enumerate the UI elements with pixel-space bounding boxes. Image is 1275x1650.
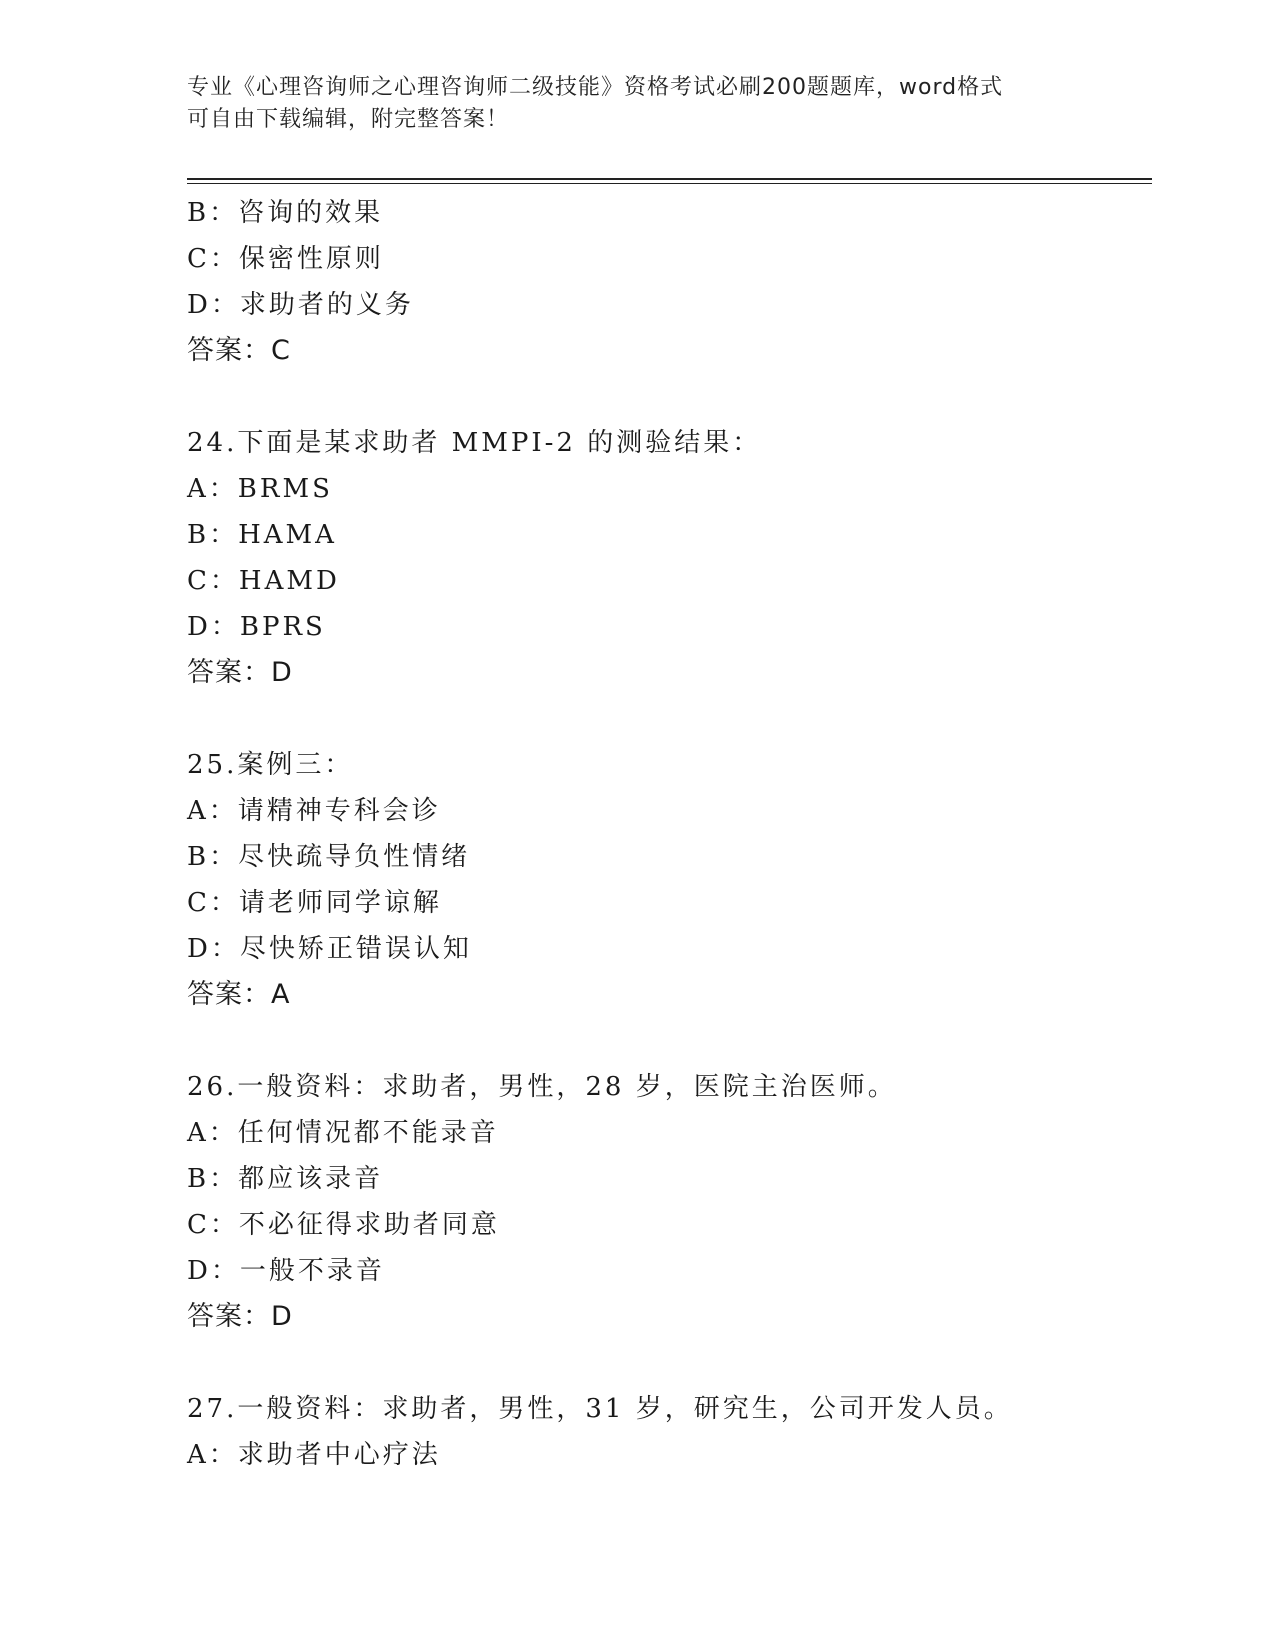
header-divider-thick (187, 178, 1152, 180)
document-header (187, 72, 1087, 136)
answer-line: 答案：D (187, 1301, 293, 1332)
option-a: A：BRMS (187, 474, 333, 504)
header-line-1: 专业《心理咨询师之心理咨询师二级技能》资格考试必刷200题题库，word格式 (187, 75, 1004, 100)
option-d: D：一般不录音 (187, 1256, 385, 1286)
option-b: B：尽快疏导负性情绪 (187, 842, 471, 872)
spacer (187, 1018, 1152, 1064)
question-stem: 25.案例三： (187, 750, 354, 780)
answer-line: 答案：D (187, 657, 293, 688)
header-divider-thin (187, 183, 1152, 184)
answer-line: 答案：A (187, 979, 291, 1010)
question-27 (187, 1386, 1152, 1478)
option-b: B：HAMA (187, 520, 337, 550)
option-a: A：请精神专科会诊 (187, 796, 441, 826)
option-c: C：不必征得求助者同意 (187, 1210, 500, 1240)
option-d: D：求助者的义务 (187, 290, 414, 320)
option-c: C：请老师同学谅解 (187, 888, 442, 918)
question-list (187, 190, 1152, 1478)
option-c: C：保密性原则 (187, 244, 384, 274)
option-b: B：都应该录音 (187, 1164, 384, 1194)
header-line-2: 可自由下载编辑，附完整答案！ (187, 107, 510, 132)
question-26 (187, 1064, 1152, 1340)
option-c: C：HAMD (187, 566, 340, 596)
question-stem: 27.一般资料：求助者，男性，31 岁，研究生，公司开发人员。 (187, 1394, 1013, 1424)
spacer (187, 1340, 1152, 1386)
option-a: A：求助者中心疗法 (187, 1440, 441, 1470)
option-b: B：咨询的效果 (187, 198, 384, 228)
question-25 (187, 742, 1152, 1018)
option-a: A：任何情况都不能录音 (187, 1118, 499, 1148)
spacer (187, 696, 1152, 742)
question-stem: 24.下面是某求助者 MMPI-2 的测验结果： (187, 428, 762, 458)
question-stem: 26.一般资料：求助者，男性，28 岁，医院主治医师。 (187, 1072, 897, 1102)
answer-line: 答案：C (187, 335, 291, 366)
spacer (187, 374, 1152, 420)
option-d: D：尽快矫正错误认知 (187, 934, 472, 964)
question-23-continuation (187, 190, 1152, 374)
option-d: D：BPRS (187, 612, 326, 642)
question-24 (187, 420, 1152, 696)
